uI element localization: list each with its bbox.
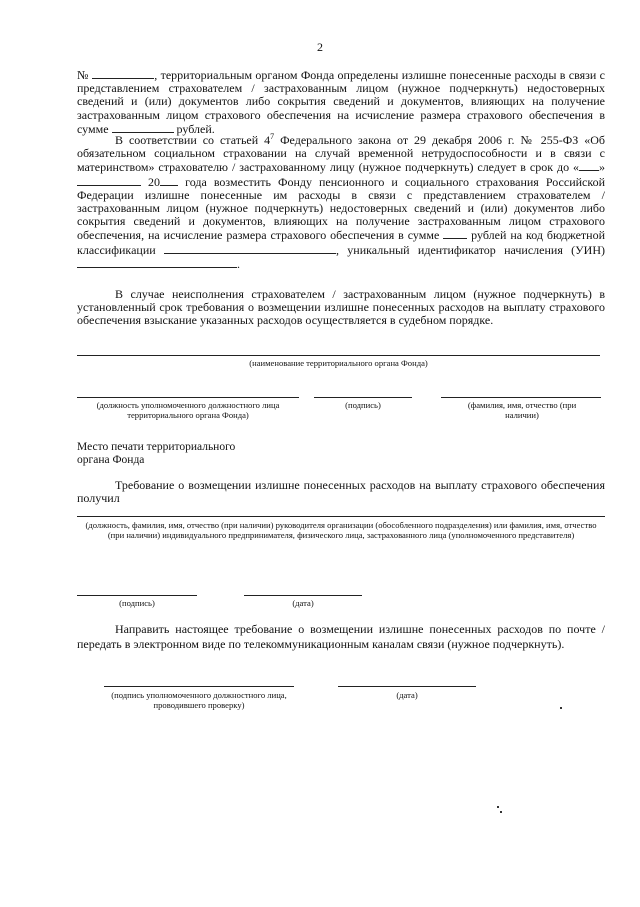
sum-blank <box>112 122 174 133</box>
scan-speck <box>497 806 499 808</box>
fio-caption: (фамилия, имя, отчество (при наличии) <box>467 400 577 420</box>
p2-text-h: . <box>237 256 240 271</box>
org-name-line <box>77 355 600 356</box>
checker-sign-line <box>104 686 294 687</box>
recipient-line <box>77 516 605 517</box>
scan-speck <box>500 811 502 813</box>
received-text: Требование о возмещении излишне понесенных расходов на выплату страхового обеспечения получил <box>77 478 605 506</box>
kbk-blank <box>164 243 336 254</box>
sign-caption: (подпись) <box>345 400 381 410</box>
paragraph-1-text: , территориальным органом Фонда определены излишне понесенные расходы в связи с представлением страхователем / застрахованным лицом (нужное подчеркнуть) недостоверных сведений и (или) документов либо сокрытия сведений и документов, влияющих на получение застрахованным лицом страхового обеспечения на исчисление размера страхового обеспечения в сумме <box>77 68 606 136</box>
stamp-place: Место печати территориального органа Фонда <box>77 441 236 466</box>
recipient-caption: (должность, фамилия, имя, отчество (при наличии) руководителя организации (обособленного подразделения) или фамилия, имя, отчество (при наличии) индивидуального предпринимателя, физического лица, застрахованного лица (уполномоченного представителя) <box>85 520 597 540</box>
p2-text-c: » <box>599 160 605 175</box>
p2-text-b: Федерального закона от 29 декабря 2006 г. № 255-ФЗ «Об обязательном социальном страховании на случай временной нетрудоспособности и в связи с материнством» страхователю / застрахованному лицу (нужное подчеркнуть) следует в срок до « <box>77 133 605 175</box>
p2-text-e: года возместить Фонду пенсионного и социального страхования Российской Федерации излишне понесенные им расходы в связи с представлением страхователем / застрахованным лицом (нужное подчеркнуть) недостоверных сведений и (или) документов либо сокрытия сведений и документов, влияющих на получение застрахованным лицом страхового обеспечения, на исчисление размера страхового обеспечения в сумме <box>77 174 606 243</box>
recipient-sign-line <box>77 595 197 596</box>
recipient-date-caption: (дата) <box>292 598 314 608</box>
month-blank <box>77 175 141 186</box>
p2-text-a: В соответствии со статьей 4 <box>115 133 271 147</box>
checker-sign-caption: (подпись уполномоченного должностного лица, проводившего проверку) <box>111 690 287 710</box>
year-blank <box>160 175 178 186</box>
uin-blank <box>77 257 237 268</box>
send-text: Направить настоящее требование о возмещении излишне понесенных расходов по почте / передать в электронном виде по телекоммуникационным каналам связи (нужное подчеркнуть). <box>77 622 605 651</box>
sign-line <box>314 397 412 398</box>
day-blank <box>579 160 599 171</box>
recipient-sign-caption: (подпись) <box>119 598 155 608</box>
official-line <box>77 397 299 398</box>
official-caption: (должность уполномоченного должностного лица территориального органа Фонда) <box>96 400 280 420</box>
checker-date-line <box>338 686 476 687</box>
paragraph-overpayment <box>77 68 605 136</box>
scan-speck <box>560 707 562 709</box>
p2-text-g: , уникальный идентификатор начисления (УИН) <box>335 242 606 257</box>
number-sign: № <box>77 68 89 82</box>
article-superscript: 7 <box>270 132 275 141</box>
fio-line <box>441 397 601 398</box>
paragraph-1-tail: рублей. <box>176 121 215 136</box>
org-name-caption: (наименование территориального органа Фонда) <box>249 358 428 368</box>
decision-number-blank <box>92 68 154 79</box>
paragraph-court: В случае неисполнения страхователем / застрахованным лицом (нужное подчеркнуть) в установленный срок требования о возмещении излишне понесенных расходов на выплату страхового обеспечения взыскание указанных расходов осуществляется в судебном порядке. <box>77 287 605 328</box>
p2-year-prefix: 20 <box>148 174 161 189</box>
page-number: 2 <box>317 40 323 54</box>
amount-blank <box>443 228 467 239</box>
checker-date-caption: (дата) <box>396 690 418 700</box>
paragraph-reimbursement <box>77 134 605 271</box>
p2-text-f: рублей на код бюджетной классификации <box>77 228 606 257</box>
recipient-date-line <box>244 595 362 596</box>
